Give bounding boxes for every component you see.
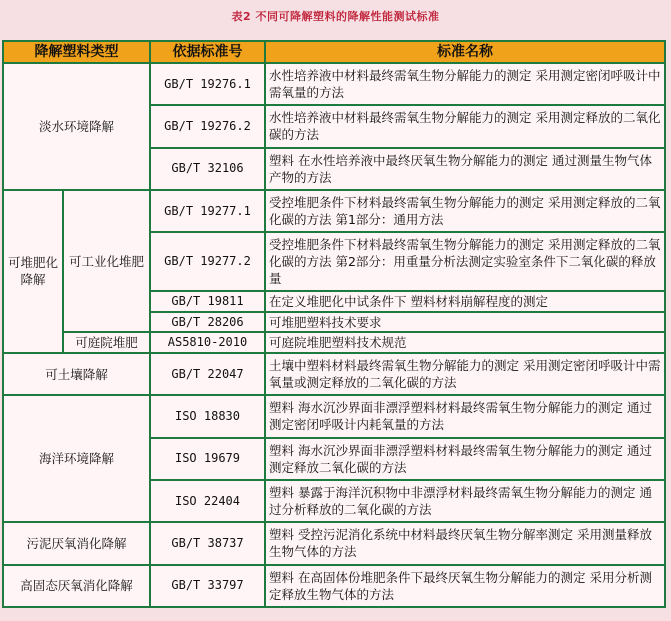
- standard-name: 可堆肥塑料技术要求: [265, 312, 665, 333]
- standard-number: GB/T 19811: [150, 291, 265, 312]
- standard-name: 土壤中塑料材料最终需氧生物分解能力的测定 采用测定密闭呼吸计中需氧量或测定释放的二氧化碳的方法: [265, 353, 665, 395]
- category-solid-state: 高固态厌氧消化降解: [3, 565, 150, 607]
- table-row: [3, 395, 665, 437]
- standard-name: 塑料 在高固体份堆肥条件下最终厌氧生物分解能力的测定 采用分析测定释放生物气体的方法: [265, 565, 665, 607]
- table-row: [3, 332, 665, 353]
- header-name: 标准名称: [265, 41, 665, 63]
- standard-number: GB/T 33797: [150, 565, 265, 607]
- standard-number: GB/T 19277.1: [150, 190, 265, 232]
- category-sludge: 污泥厌氧消化降解: [3, 522, 150, 564]
- category-compostable: 可堆肥化降解: [3, 190, 63, 353]
- table-row: [3, 353, 665, 395]
- standard-name: 塑料 暴露于海洋沉积物中非漂浮材料最终需氧生物分解能力的测定 通过分析释放的二氧化碳的方法: [265, 480, 665, 522]
- standard-number: GB/T 22047: [150, 353, 265, 395]
- standard-name: 受控堆肥条件下材料最终需氧生物分解能力的测定 采用测定释放的二氧化碳的方法 第1部分：通用方法: [265, 190, 665, 232]
- standard-name: 塑料 在水性培养液中最终厌氧生物分解能力的测定 通过测量生物气体产物的方法: [265, 148, 665, 190]
- standard-name: 塑料 受控污泥消化系统中材料最终厌氧生物分解率测定 采用测量释放生物气体的方法: [265, 522, 665, 564]
- standard-number: GB/T 28206: [150, 312, 265, 333]
- category-home-compost: 可庭院堆肥: [63, 332, 150, 353]
- table-row: [3, 190, 665, 232]
- standard-number: GB/T 38737: [150, 522, 265, 564]
- category-industrial-compost: 可工业化堆肥: [63, 190, 150, 332]
- category-soil: 可土壤降解: [3, 353, 150, 395]
- standard-number: ISO 19679: [150, 438, 265, 480]
- standard-name: 塑料 海水沉沙界面非漂浮塑料材料最终需氧生物分解能力的测定 通过测定密闭呼吸计内耗氧量的方法: [265, 395, 665, 437]
- table-row: [3, 522, 665, 564]
- standard-name: 受控堆肥条件下材料最终需氧生物分解能力的测定 采用测定释放的二氧化碳的方法 第2部分：用重量分析法测定实验室条件下二氧化碳的释放量: [265, 232, 665, 291]
- table-row: [3, 565, 665, 607]
- standard-name: 在定义堆肥化中试条件下 塑料材料崩解程度的测定: [265, 291, 665, 312]
- header-type: 降解塑料类型: [3, 41, 150, 63]
- standard-number: GB/T 19276.1: [150, 63, 265, 105]
- standard-name: 塑料 海水沉沙界面非漂浮塑料材料最终需氧生物分解能力的测定 通过测定释放二氧化碳的方法: [265, 438, 665, 480]
- standard-number: ISO 22404: [150, 480, 265, 522]
- standard-number: GB/T 19276.2: [150, 105, 265, 147]
- category-freshwater: 淡水环境降解: [3, 63, 150, 190]
- standard-number: ISO 18830: [150, 395, 265, 437]
- table-caption: 表2 不同可降解塑料的降解性能测试标准: [231, 10, 440, 23]
- category-marine: 海洋环境降解: [3, 395, 150, 522]
- header-row: [3, 41, 665, 63]
- standard-name: 水性培养液中材料最终需氧生物分解能力的测定 采用测定密闭呼吸计中需氧量的方法: [265, 63, 665, 105]
- standard-number: AS5810-2010: [150, 332, 265, 353]
- standard-number: GB/T 32106: [150, 148, 265, 190]
- header-standard: 依据标准号: [150, 41, 265, 63]
- standard-name: 可庭院堆肥塑料技术规范: [265, 332, 665, 353]
- standards-table: [2, 40, 666, 608]
- standard-number: GB/T 19277.2: [150, 232, 265, 291]
- table-row: [3, 63, 665, 105]
- standard-name: 水性培养液中材料最终需氧生物分解能力的测定 采用测定释放的二氧化碳的方法: [265, 105, 665, 147]
